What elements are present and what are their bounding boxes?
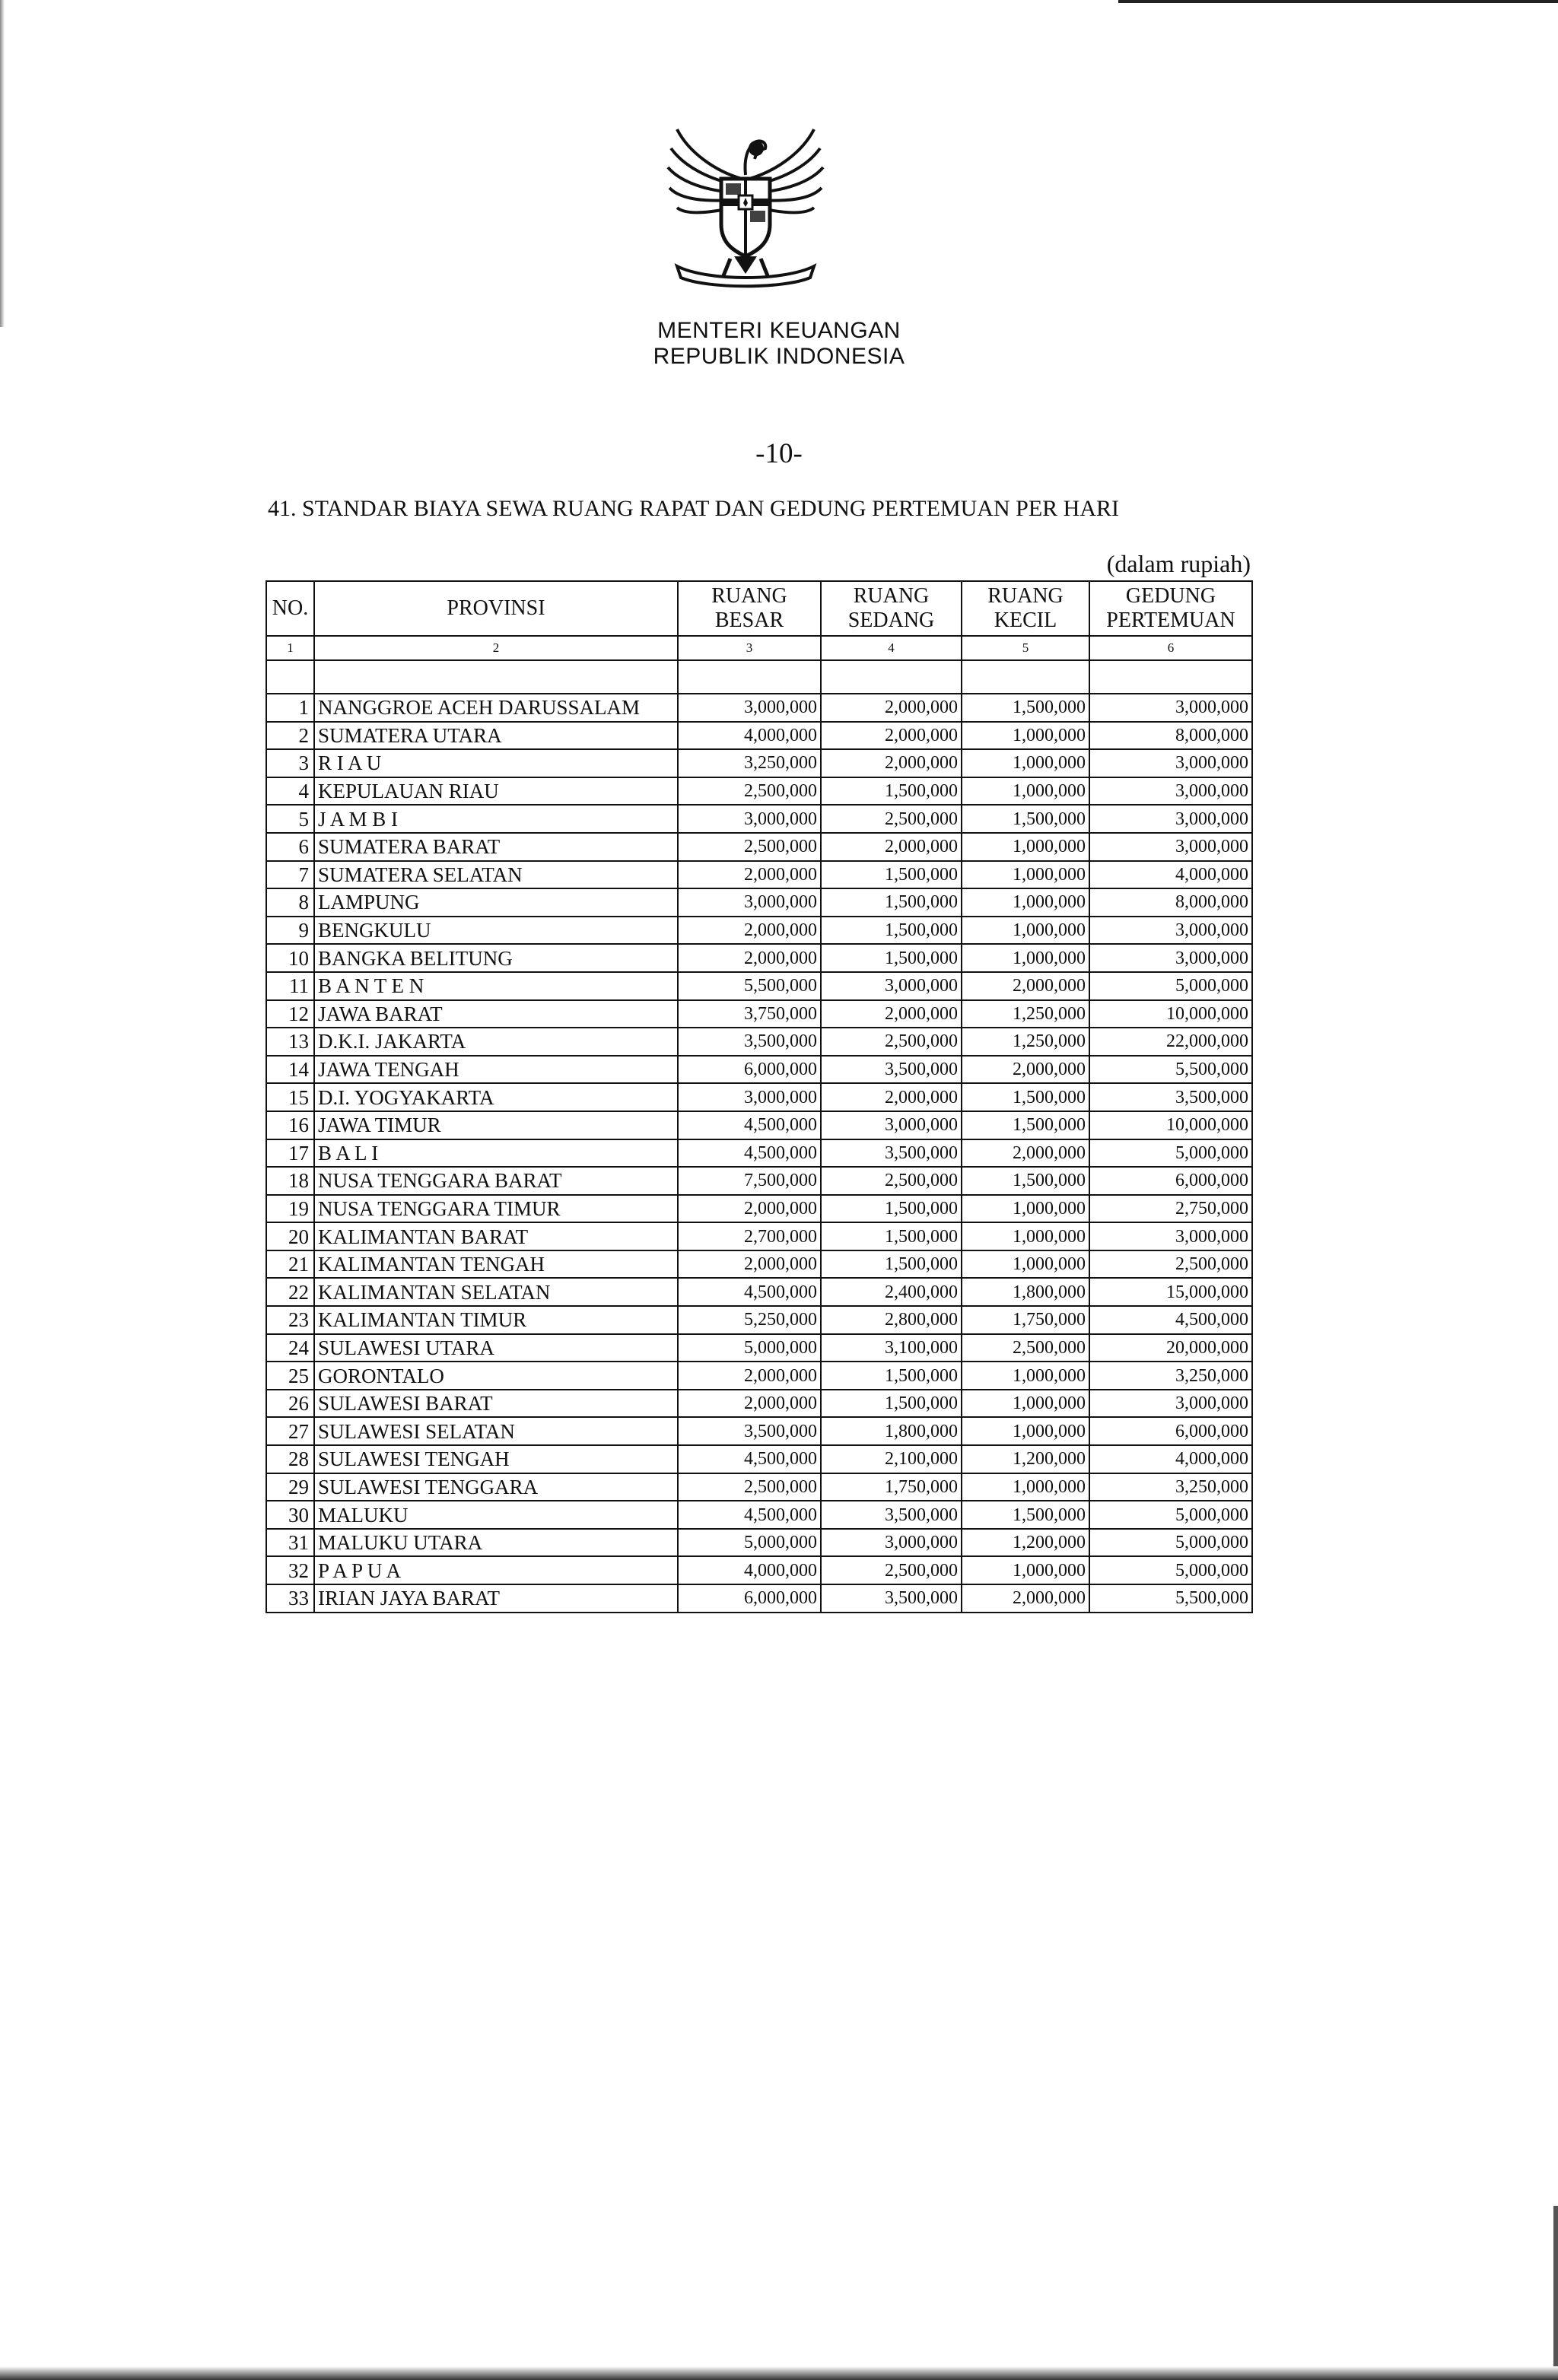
cost-ruang-sedang: 3,500,000 — [821, 1584, 962, 1613]
cost-ruang-sedang: 1,500,000 — [821, 1390, 962, 1418]
row-number: 10 — [266, 944, 314, 972]
cost-gedung-pertemuan: 3,000,000 — [1089, 833, 1252, 861]
province-name: BENGKULU — [314, 917, 678, 945]
cost-gedung-pertemuan: 15,000,000 — [1089, 1278, 1252, 1306]
province-name: SUMATERA BARAT — [314, 833, 678, 861]
row-number: 23 — [266, 1306, 314, 1334]
row-number: 2 — [266, 722, 314, 750]
header-gedung-line2: PERTEMUAN — [1106, 609, 1235, 632]
province-name: SUMATERA SELATAN — [314, 861, 678, 889]
cost-ruang-besar: 4,500,000 — [678, 1278, 821, 1306]
row-number: 16 — [266, 1111, 314, 1139]
cost-ruang-besar: 5,500,000 — [678, 972, 821, 1000]
garuda-emblem-icon — [662, 126, 829, 297]
cost-ruang-besar: 2,500,000 — [678, 777, 821, 806]
province-name: GORONTALO — [314, 1362, 678, 1390]
cost-ruang-kecil: 1,000,000 — [962, 777, 1089, 806]
cost-ruang-sedang: 2,000,000 — [821, 833, 962, 861]
cost-ruang-kecil: 1,800,000 — [962, 1278, 1089, 1306]
cost-ruang-sedang: 2,800,000 — [821, 1306, 962, 1334]
table-row — [266, 1501, 1252, 1529]
cost-ruang-kecil: 2,000,000 — [962, 1584, 1089, 1613]
header-provinsi: PROVINSI — [314, 581, 678, 636]
table-row — [266, 1473, 1252, 1501]
table-row — [266, 1222, 1252, 1250]
province-name: KALIMANTAN SELATAN — [314, 1278, 678, 1306]
province-name: J A M B I — [314, 805, 678, 833]
table-row — [266, 1390, 1252, 1418]
row-number: 24 — [266, 1334, 314, 1362]
cost-ruang-kecil: 1,750,000 — [962, 1306, 1089, 1334]
row-number: 6 — [266, 833, 314, 861]
table-row — [266, 1250, 1252, 1279]
cost-ruang-besar: 6,000,000 — [678, 1056, 821, 1084]
cost-ruang-sedang: 2,500,000 — [821, 805, 962, 833]
cost-gedung-pertemuan: 10,000,000 — [1089, 1111, 1252, 1139]
cost-gedung-pertemuan: 2,500,000 — [1089, 1250, 1252, 1279]
cost-gedung-pertemuan: 3,250,000 — [1089, 1362, 1252, 1390]
province-name: SULAWESI UTARA — [314, 1334, 678, 1362]
table-row — [266, 1111, 1252, 1139]
cost-ruang-sedang: 1,750,000 — [821, 1473, 962, 1501]
cost-ruang-besar: 4,000,000 — [678, 722, 821, 750]
row-number: 28 — [266, 1445, 314, 1473]
cost-ruang-kecil: 1,000,000 — [962, 1556, 1089, 1584]
table-row — [266, 1306, 1252, 1334]
cost-ruang-besar: 2,000,000 — [678, 1195, 821, 1223]
spacer-cell — [314, 660, 678, 694]
section-title: 41. STANDAR BIAYA SEWA RUANG RAPAT DAN GEDUNG PERTEMUAN PER HARI — [268, 496, 1119, 521]
cost-ruang-sedang: 1,500,000 — [821, 1195, 962, 1223]
cost-gedung-pertemuan: 4,000,000 — [1089, 861, 1252, 889]
scan-edge-bottom — [0, 2366, 1558, 2380]
cost-ruang-besar: 6,000,000 — [678, 1584, 821, 1613]
table-row — [266, 944, 1252, 972]
cost-gedung-pertemuan: 3,000,000 — [1089, 694, 1252, 722]
cost-ruang-kecil: 1,250,000 — [962, 1000, 1089, 1028]
cost-ruang-kecil: 1,000,000 — [962, 1417, 1089, 1445]
cost-gedung-pertemuan: 3,000,000 — [1089, 917, 1252, 945]
cost-ruang-besar: 2,500,000 — [678, 1473, 821, 1501]
cost-ruang-besar: 5,000,000 — [678, 1334, 821, 1362]
header-ruang-sedang-line2: SEDANG — [847, 609, 935, 632]
table-row — [266, 917, 1252, 945]
row-number: 1 — [266, 694, 314, 722]
cost-gedung-pertemuan: 3,250,000 — [1089, 1473, 1252, 1501]
cost-gedung-pertemuan: 5,000,000 — [1089, 1501, 1252, 1529]
province-name: R I A U — [314, 749, 678, 777]
cost-ruang-besar: 3,000,000 — [678, 805, 821, 833]
row-number: 21 — [266, 1250, 314, 1279]
cost-ruang-besar: 5,250,000 — [678, 1306, 821, 1334]
cost-ruang-besar: 2,000,000 — [678, 1362, 821, 1390]
cost-ruang-sedang: 2,000,000 — [821, 1000, 962, 1028]
ministry-name: MENTERI KEUANGAN — [657, 318, 901, 343]
cost-gedung-pertemuan: 5,000,000 — [1089, 972, 1252, 1000]
cost-ruang-kecil: 1,000,000 — [962, 1390, 1089, 1418]
cost-gedung-pertemuan: 3,000,000 — [1089, 749, 1252, 777]
cost-ruang-sedang: 2,500,000 — [821, 1028, 962, 1056]
cost-ruang-sedang: 1,500,000 — [821, 1362, 962, 1390]
cost-ruang-sedang: 1,500,000 — [821, 888, 962, 917]
table-row — [266, 694, 1252, 722]
province-name: JAWA BARAT — [314, 1000, 678, 1028]
cost-ruang-sedang: 3,000,000 — [821, 1529, 962, 1557]
row-number: 33 — [266, 1584, 314, 1613]
table-row — [266, 1584, 1252, 1613]
cost-ruang-besar: 4,500,000 — [678, 1501, 821, 1529]
cost-ruang-sedang: 3,100,000 — [821, 1334, 962, 1362]
cost-ruang-kecil: 1,500,000 — [962, 694, 1089, 722]
cost-ruang-besar: 4,500,000 — [678, 1111, 821, 1139]
cost-ruang-kecil: 1,500,000 — [962, 1501, 1089, 1529]
row-number: 5 — [266, 805, 314, 833]
table-row — [266, 1417, 1252, 1445]
column-number: 5 — [962, 636, 1089, 660]
cost-gedung-pertemuan: 6,000,000 — [1089, 1417, 1252, 1445]
province-name: B A N T E N — [314, 972, 678, 1000]
cost-ruang-sedang: 2,100,000 — [821, 1445, 962, 1473]
cost-ruang-sedang: 2,500,000 — [821, 1556, 962, 1584]
table-row — [266, 749, 1252, 777]
cost-ruang-besar: 3,500,000 — [678, 1417, 821, 1445]
cost-ruang-sedang: 1,500,000 — [821, 861, 962, 889]
province-name: KEPULAUAN RIAU — [314, 777, 678, 806]
cost-gedung-pertemuan: 10,000,000 — [1089, 1000, 1252, 1028]
cost-ruang-kecil: 1,500,000 — [962, 1083, 1089, 1111]
province-name: D.I. YOGYAKARTA — [314, 1083, 678, 1111]
row-number: 9 — [266, 917, 314, 945]
page-number: -10- — [755, 438, 803, 469]
cost-ruang-besar: 3,000,000 — [678, 694, 821, 722]
row-number: 30 — [266, 1501, 314, 1529]
cost-ruang-sedang: 2,500,000 — [821, 1167, 962, 1195]
cost-ruang-kecil: 1,000,000 — [962, 749, 1089, 777]
cost-ruang-besar: 2,700,000 — [678, 1222, 821, 1250]
column-number: 4 — [821, 636, 962, 660]
spacer-cell — [821, 660, 962, 694]
cost-ruang-besar: 3,750,000 — [678, 1000, 821, 1028]
cost-ruang-sedang: 1,800,000 — [821, 1417, 962, 1445]
ministry-country: REPUBLIK INDONESIA — [653, 344, 905, 369]
cost-ruang-kecil: 1,200,000 — [962, 1445, 1089, 1473]
province-name: NUSA TENGGARA TIMUR — [314, 1195, 678, 1223]
cost-ruang-sedang: 2,400,000 — [821, 1278, 962, 1306]
cost-ruang-besar: 2,000,000 — [678, 1250, 821, 1279]
cost-ruang-sedang: 2,000,000 — [821, 694, 962, 722]
cost-ruang-sedang: 2,000,000 — [821, 749, 962, 777]
table-row — [266, 1556, 1252, 1584]
spacer-cell — [266, 660, 314, 694]
cost-ruang-kecil: 1,000,000 — [962, 1222, 1089, 1250]
row-number: 3 — [266, 749, 314, 777]
cost-ruang-besar: 7,500,000 — [678, 1167, 821, 1195]
table-row — [266, 1000, 1252, 1028]
cost-gedung-pertemuan: 5,000,000 — [1089, 1529, 1252, 1557]
table-row — [266, 861, 1252, 889]
scan-edge-top — [1118, 0, 1558, 3]
table-header-row — [266, 581, 1252, 636]
province-name: KALIMANTAN TIMUR — [314, 1306, 678, 1334]
cost-ruang-sedang: 1,500,000 — [821, 944, 962, 972]
row-number: 14 — [266, 1056, 314, 1084]
cost-ruang-besar: 5,000,000 — [678, 1529, 821, 1557]
row-number: 19 — [266, 1195, 314, 1223]
spacer-cell — [1089, 660, 1252, 694]
spacer-row — [266, 660, 1252, 694]
cost-ruang-sedang: 3,500,000 — [821, 1139, 962, 1168]
province-name: MALUKU — [314, 1501, 678, 1529]
cost-ruang-besar: 3,500,000 — [678, 1028, 821, 1056]
row-number: 26 — [266, 1390, 314, 1418]
table-row — [266, 833, 1252, 861]
row-number: 12 — [266, 1000, 314, 1028]
cost-ruang-sedang: 3,500,000 — [821, 1056, 962, 1084]
table-row — [266, 1334, 1252, 1362]
province-name: SULAWESI BARAT — [314, 1390, 678, 1418]
cost-gedung-pertemuan: 6,000,000 — [1089, 1167, 1252, 1195]
row-number: 4 — [266, 777, 314, 806]
column-number: 2 — [314, 636, 678, 660]
row-number: 8 — [266, 888, 314, 917]
province-name: SULAWESI SELATAN — [314, 1417, 678, 1445]
row-number: 15 — [266, 1083, 314, 1111]
cost-ruang-kecil: 1,000,000 — [962, 722, 1089, 750]
cost-ruang-besar: 2,000,000 — [678, 861, 821, 889]
province-name: P A P U A — [314, 1556, 678, 1584]
cost-ruang-besar: 3,000,000 — [678, 1083, 821, 1111]
header-ruang-besar — [678, 581, 821, 636]
cost-ruang-besar: 2,500,000 — [678, 833, 821, 861]
scan-edge-right — [1553, 2206, 1558, 2380]
cost-ruang-sedang: 2,000,000 — [821, 722, 962, 750]
cost-ruang-besar: 2,000,000 — [678, 917, 821, 945]
cost-gedung-pertemuan: 5,500,000 — [1089, 1584, 1252, 1613]
row-number: 20 — [266, 1222, 314, 1250]
cost-gedung-pertemuan: 8,000,000 — [1089, 888, 1252, 917]
row-number: 13 — [266, 1028, 314, 1056]
header-ruang-besar-line2: BESAR — [714, 609, 784, 632]
cost-ruang-kecil: 1,000,000 — [962, 1473, 1089, 1501]
table-row — [266, 972, 1252, 1000]
table-row — [266, 1529, 1252, 1557]
row-number: 7 — [266, 861, 314, 889]
table-row — [266, 1445, 1252, 1473]
row-number: 29 — [266, 1473, 314, 1501]
table-row — [266, 1167, 1252, 1195]
column-number-row — [266, 636, 1252, 660]
cost-ruang-besar: 4,500,000 — [678, 1139, 821, 1168]
table-row — [266, 777, 1252, 806]
cost-gedung-pertemuan: 3,000,000 — [1089, 1390, 1252, 1418]
header-gedung-line1: GEDUNG — [1125, 584, 1216, 608]
province-name: LAMPUNG — [314, 888, 678, 917]
table-row — [266, 805, 1252, 833]
cost-ruang-kecil: 1,250,000 — [962, 1028, 1089, 1056]
header-ruang-sedang — [821, 581, 962, 636]
table-row — [266, 1362, 1252, 1390]
province-name: JAWA TENGAH — [314, 1056, 678, 1084]
cost-ruang-sedang: 3,000,000 — [821, 972, 962, 1000]
province-name: SULAWESI TENGGARA — [314, 1473, 678, 1501]
header-ruang-kecil — [962, 581, 1089, 636]
cost-ruang-kecil: 1,000,000 — [962, 861, 1089, 889]
cost-gedung-pertemuan: 4,000,000 — [1089, 1445, 1252, 1473]
cost-gedung-pertemuan: 2,750,000 — [1089, 1195, 1252, 1223]
cost-ruang-kecil: 1,000,000 — [962, 833, 1089, 861]
row-number: 27 — [266, 1417, 314, 1445]
table-row — [266, 1083, 1252, 1111]
cost-gedung-pertemuan: 5,000,000 — [1089, 1556, 1252, 1584]
row-number: 11 — [266, 972, 314, 1000]
column-number: 3 — [678, 636, 821, 660]
header-no: NO. — [266, 581, 314, 636]
cost-ruang-sedang: 1,500,000 — [821, 1222, 962, 1250]
cost-ruang-kecil: 1,200,000 — [962, 1529, 1089, 1557]
cost-ruang-besar: 4,000,000 — [678, 1556, 821, 1584]
province-name: NANGGROE ACEH DARUSSALAM — [314, 694, 678, 722]
cost-ruang-sedang: 1,500,000 — [821, 777, 962, 806]
cost-gedung-pertemuan: 3,000,000 — [1089, 1222, 1252, 1250]
cost-ruang-kecil: 1,500,000 — [962, 805, 1089, 833]
unit-note: (dalam rupiah) — [1106, 550, 1251, 577]
cost-ruang-kecil: 2,500,000 — [962, 1334, 1089, 1362]
cost-ruang-sedang: 1,500,000 — [821, 1250, 962, 1279]
province-name: D.K.I. JAKARTA — [314, 1028, 678, 1056]
cost-gedung-pertemuan: 3,000,000 — [1089, 944, 1252, 972]
table-row — [266, 888, 1252, 917]
cost-gedung-pertemuan: 8,000,000 — [1089, 722, 1252, 750]
row-number: 17 — [266, 1139, 314, 1168]
cost-ruang-kecil: 1,000,000 — [962, 944, 1089, 972]
table-row — [266, 1278, 1252, 1306]
cost-ruang-kecil: 2,000,000 — [962, 1056, 1089, 1084]
spacer-cell — [962, 660, 1089, 694]
cost-ruang-besar: 3,250,000 — [678, 749, 821, 777]
cost-gedung-pertemuan: 22,000,000 — [1089, 1028, 1252, 1056]
table-row — [266, 1028, 1252, 1056]
header-ruang-sedang-line1: RUANG — [853, 584, 930, 608]
cost-ruang-besar: 2,000,000 — [678, 944, 821, 972]
cost-gedung-pertemuan: 20,000,000 — [1089, 1334, 1252, 1362]
header-ruang-kecil-line1: RUANG — [987, 584, 1064, 608]
cost-ruang-kecil: 1,000,000 — [962, 1195, 1089, 1223]
cost-gedung-pertemuan: 3,500,000 — [1089, 1083, 1252, 1111]
row-number: 18 — [266, 1167, 314, 1195]
row-number: 32 — [266, 1556, 314, 1584]
province-name: BANGKA BELITUNG — [314, 944, 678, 972]
province-name: JAWA TIMUR — [314, 1111, 678, 1139]
cost-ruang-besar: 3,000,000 — [678, 888, 821, 917]
cost-ruang-kecil: 1,000,000 — [962, 1362, 1089, 1390]
cost-gedung-pertemuan: 5,000,000 — [1089, 1139, 1252, 1168]
province-name: KALIMANTAN TENGAH — [314, 1250, 678, 1279]
cost-ruang-sedang: 3,000,000 — [821, 1111, 962, 1139]
table-row — [266, 1195, 1252, 1223]
column-number: 1 — [266, 636, 314, 660]
province-name: IRIAN JAYA BARAT — [314, 1584, 678, 1613]
table-row — [266, 1139, 1252, 1168]
cost-ruang-kecil: 1,000,000 — [962, 917, 1089, 945]
cost-ruang-kecil: 1,500,000 — [962, 1111, 1089, 1139]
cost-gedung-pertemuan: 5,500,000 — [1089, 1056, 1252, 1084]
province-name: SUMATERA UTARA — [314, 722, 678, 750]
spacer-cell — [678, 660, 821, 694]
table-body — [266, 694, 1252, 1613]
row-number: 31 — [266, 1529, 314, 1557]
province-name: NUSA TENGGARA BARAT — [314, 1167, 678, 1195]
cost-ruang-sedang: 2,000,000 — [821, 1083, 962, 1111]
header-ruang-besar-line1: RUANG — [711, 584, 787, 608]
header-gedung-pertemuan — [1089, 581, 1252, 636]
table-row — [266, 1056, 1252, 1084]
cost-standard-table — [265, 580, 1253, 1613]
province-name: MALUKU UTARA — [314, 1529, 678, 1557]
cost-gedung-pertemuan: 3,000,000 — [1089, 777, 1252, 806]
province-name: B A L I — [314, 1139, 678, 1168]
cost-ruang-kecil: 2,000,000 — [962, 1139, 1089, 1168]
cost-ruang-kecil: 1,000,000 — [962, 1250, 1089, 1279]
cost-ruang-besar: 4,500,000 — [678, 1445, 821, 1473]
header-ruang-kecil-line2: KECIL — [994, 609, 1057, 632]
cost-gedung-pertemuan: 4,500,000 — [1089, 1306, 1252, 1334]
table-row — [266, 722, 1252, 750]
cost-gedung-pertemuan: 3,000,000 — [1089, 805, 1252, 833]
row-number: 25 — [266, 1362, 314, 1390]
row-number: 22 — [266, 1278, 314, 1306]
cost-ruang-kecil: 2,000,000 — [962, 972, 1089, 1000]
column-number: 6 — [1089, 636, 1252, 660]
cost-ruang-sedang: 3,500,000 — [821, 1501, 962, 1529]
province-name: SULAWESI TENGAH — [314, 1445, 678, 1473]
cost-ruang-kecil: 1,500,000 — [962, 1167, 1089, 1195]
scan-edge-left — [0, 0, 5, 327]
cost-ruang-sedang: 1,500,000 — [821, 917, 962, 945]
cost-ruang-kecil: 1,000,000 — [962, 888, 1089, 917]
cost-ruang-besar: 2,000,000 — [678, 1390, 821, 1418]
province-name: KALIMANTAN BARAT — [314, 1222, 678, 1250]
